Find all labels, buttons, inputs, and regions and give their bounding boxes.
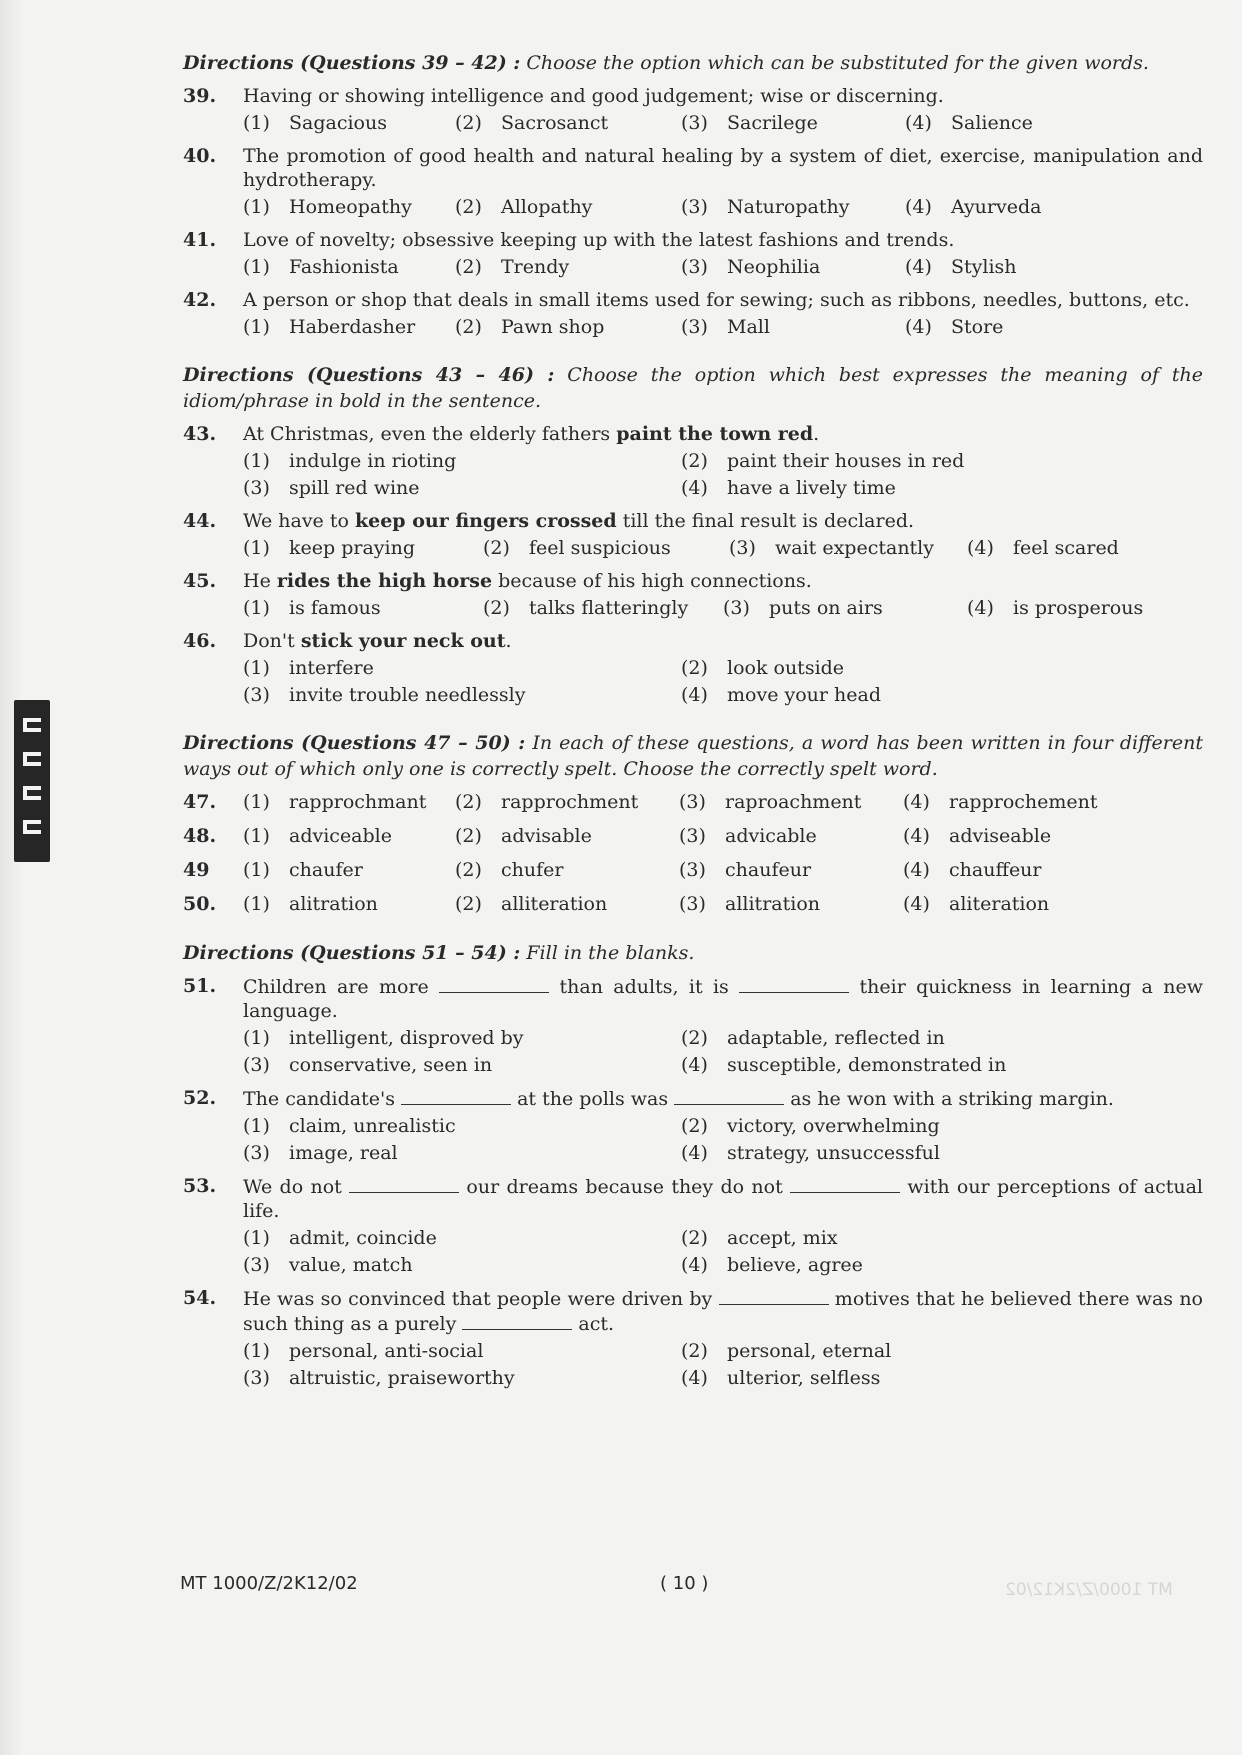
option: (2) personal, eternal bbox=[681, 1340, 892, 1362]
bleed-through-code: MT 1000/Z/2K12/02 bbox=[1005, 1580, 1173, 1600]
option: (3) Naturopathy bbox=[681, 196, 850, 218]
option: (1) is famous bbox=[243, 597, 381, 619]
option: (4) strategy, unsuccessful bbox=[681, 1142, 940, 1164]
answer-blank bbox=[674, 1086, 784, 1105]
option: (3) chaufeur bbox=[679, 859, 812, 881]
option: (4) rapprochement bbox=[903, 791, 1098, 813]
option: (1) alitration bbox=[243, 893, 378, 915]
option: (2) look outside bbox=[681, 657, 845, 679]
option: (4) believe, agree bbox=[681, 1254, 863, 1276]
directions-39-42: Directions (Questions 39 – 42) : Choose the option which can be substituted for the given words. bbox=[183, 52, 1149, 74]
option: (3) altruistic, praiseworthy bbox=[243, 1367, 515, 1389]
option: (1) Fashionista bbox=[243, 256, 399, 278]
option: (2) chufer bbox=[455, 859, 564, 881]
option: (3) Neophilia bbox=[681, 256, 821, 278]
option: (4) aliteration bbox=[903, 893, 1050, 915]
option: (4) Store bbox=[905, 316, 1004, 338]
answer-blank bbox=[401, 1086, 511, 1105]
answer-blank bbox=[739, 974, 849, 993]
option: (1) adviceable bbox=[243, 825, 392, 847]
option: (1) claim, unrealistic bbox=[243, 1115, 456, 1137]
option: (3) Sacrilege bbox=[681, 112, 818, 134]
option: (2) Pawn shop bbox=[455, 316, 605, 338]
option: (4) have a lively time bbox=[681, 477, 896, 499]
option: (2) rapprochment bbox=[455, 791, 639, 813]
exam-page bbox=[183, 50, 1203, 1399]
option: (4) chauffeur bbox=[903, 859, 1042, 881]
question-42: 42. A person or shop that deals in small items used for sewing; such as ribbons, needles, buttons, etc. (1) Haberdasher (2) Pawn shop (3) Mall (4) Store bbox=[183, 288, 1203, 339]
question-43: 43. At Christmas, even the elderly fathers paint the town red. (1) indulge in rioting (2) paint their houses in red (3) spill red wine (4) have a lively time bbox=[183, 422, 1203, 500]
question-54: 54. He was so convinced that people were driven by motives that he believed there was no such thing as a purely act. (1) personal, anti-social (2) personal, eternal (3) altruistic, praiseworthy (4) ulterior, selfless bbox=[183, 1287, 1203, 1389]
option: (1) chaufer bbox=[243, 859, 363, 881]
option: (1) admit, coincide bbox=[243, 1227, 437, 1249]
option: (3) wait expectantly bbox=[729, 537, 934, 559]
option: (2) talks flatteringly bbox=[483, 597, 689, 619]
option: (2) feel suspicious bbox=[483, 537, 671, 559]
option: (1) personal, anti-social bbox=[243, 1340, 484, 1362]
option: (1) Haberdasher bbox=[243, 316, 416, 338]
option: (2) alliteration bbox=[455, 893, 608, 915]
question-49: 49 (1) chaufer (2) chufer (3) chaufeur (4) chauffeur bbox=[183, 858, 1203, 882]
option: (4) feel scared bbox=[967, 537, 1119, 559]
answer-blank bbox=[790, 1174, 900, 1193]
question-52: 52. The candidate's at the polls was as he won with a striking margin. (1) claim, unrealistic (2) victory, overwhelming (3) image, real (4) strategy, unsuccessful bbox=[183, 1086, 1203, 1165]
option: (1) Sagacious bbox=[243, 112, 387, 134]
page-number: ( 10 ) bbox=[660, 1573, 709, 1594]
answer-blank bbox=[462, 1311, 572, 1330]
option: (2) adaptable, reflected in bbox=[681, 1027, 945, 1049]
question-46: 46. Don't stick your neck out. (1) interfere (2) look outside (3) invite trouble needlessly (4) move your head bbox=[183, 629, 1203, 707]
option: (2) victory, overwhelming bbox=[681, 1115, 940, 1137]
option: (4) Stylish bbox=[905, 256, 1017, 278]
option: (3) conservative, seen in bbox=[243, 1054, 493, 1076]
question-50: 50. (1) alitration (2) alliteration (3) allitration (4) aliteration bbox=[183, 892, 1203, 916]
option: (2) accept, mix bbox=[681, 1227, 838, 1249]
option: (1) rapprochmant bbox=[243, 791, 427, 813]
question-51: 51. Children are more than adults, it is their quickness in learning a new language. (1) intelligent, disproved by (2) adaptable, reflected in (3) conservative, seen in (4) susceptible, demonstrated in bbox=[183, 975, 1203, 1076]
directions-47-50: Directions (Questions 47 – 50) : In each of these questions, a word has been written in four different ways out of which only one is correctly spelt. Choose the correctly spelt word. bbox=[183, 732, 1203, 780]
option: (4) adviseable bbox=[903, 825, 1052, 847]
option: (2) Allopathy bbox=[455, 196, 593, 218]
option: (2) Trendy bbox=[455, 256, 570, 278]
scan-edge bbox=[0, 0, 22, 1755]
option: (3) image, real bbox=[243, 1142, 398, 1164]
question-41: 41. Love of novelty; obsessive keeping up with the latest fashions and trends. (1) Fashionista (2) Trendy (3) Neophilia (4) Stylish bbox=[183, 228, 1203, 279]
side-marker-tab bbox=[14, 700, 50, 862]
option: (4) is prosperous bbox=[967, 597, 1144, 619]
answer-blank bbox=[439, 974, 549, 993]
option: (1) intelligent, disproved by bbox=[243, 1027, 524, 1049]
answer-blank bbox=[719, 1286, 829, 1305]
option: (2) paint their houses in red bbox=[681, 450, 965, 472]
option: (3) puts on airs bbox=[723, 597, 883, 619]
option: (4) Salience bbox=[905, 112, 1033, 134]
option: (4) move your head bbox=[681, 684, 881, 706]
option: (2) advisable bbox=[455, 825, 592, 847]
option: (1) Homeopathy bbox=[243, 196, 412, 218]
option: (3) raproachment bbox=[679, 791, 862, 813]
paper-code: MT 1000/Z/2K12/02 bbox=[180, 1573, 358, 1594]
question-47: 47. (1) rapprochmant (2) rapprochment (3) raproachment (4) rapprochement bbox=[183, 790, 1203, 814]
option: (3) value, match bbox=[243, 1254, 413, 1276]
answer-blank bbox=[349, 1174, 459, 1193]
option: (4) susceptible, demonstrated in bbox=[681, 1054, 1007, 1076]
option: (1) keep praying bbox=[243, 537, 415, 559]
option: (3) spill red wine bbox=[243, 477, 420, 499]
option: (3) Mall bbox=[681, 316, 770, 338]
question-53: 53. We do not our dreams because they do not with our perceptions of actual life. (1) admit, coincide (2) accept, mix (3) value, match (4) believe, agree bbox=[183, 1175, 1203, 1276]
option: (2) Sacrosanct bbox=[455, 112, 609, 134]
directions-51-54: Directions (Questions 51 – 54) : Fill in the blanks. bbox=[183, 942, 695, 964]
option: (4) ulterior, selfless bbox=[681, 1367, 881, 1389]
question-40: 40. The promotion of good health and natural healing by a system of diet, exercise, manipulation and hydrotherapy. (1) Homeopathy (2) Allopathy (3) Naturopathy (4) Ayurveda bbox=[183, 145, 1203, 218]
option: (1) indulge in rioting bbox=[243, 450, 457, 472]
directions-43-46: Directions (Questions 43 – 46) : Choose the option which best expresses the meaning of the idiom/phrase in bold in the sentence. bbox=[183, 364, 1203, 412]
question-48: 48. (1) adviceable (2) advisable (3) advicable (4) adviseable bbox=[183, 824, 1203, 848]
question-39: 39. Having or showing intelligence and good judgement; wise or discerning. (1) Sagacious (2) Sacrosanct (3) Sacrilege (4) Salience bbox=[183, 84, 1203, 135]
option: (1) interfere bbox=[243, 657, 374, 679]
option: (3) allitration bbox=[679, 893, 820, 915]
option: (4) Ayurveda bbox=[905, 196, 1042, 218]
option: (3) advicable bbox=[679, 825, 817, 847]
option: (3) invite trouble needlessly bbox=[243, 684, 526, 706]
question-45: 45. He rides the high horse because of his high connections. (1) is famous (2) talks flatteringly (3) puts on airs (4) is prosperous bbox=[183, 569, 1203, 620]
question-44: 44. We have to keep our fingers crossed till the final result is declared. (1) keep praying (2) feel suspicious (3) wait expectantly (4) feel scared bbox=[183, 509, 1203, 560]
